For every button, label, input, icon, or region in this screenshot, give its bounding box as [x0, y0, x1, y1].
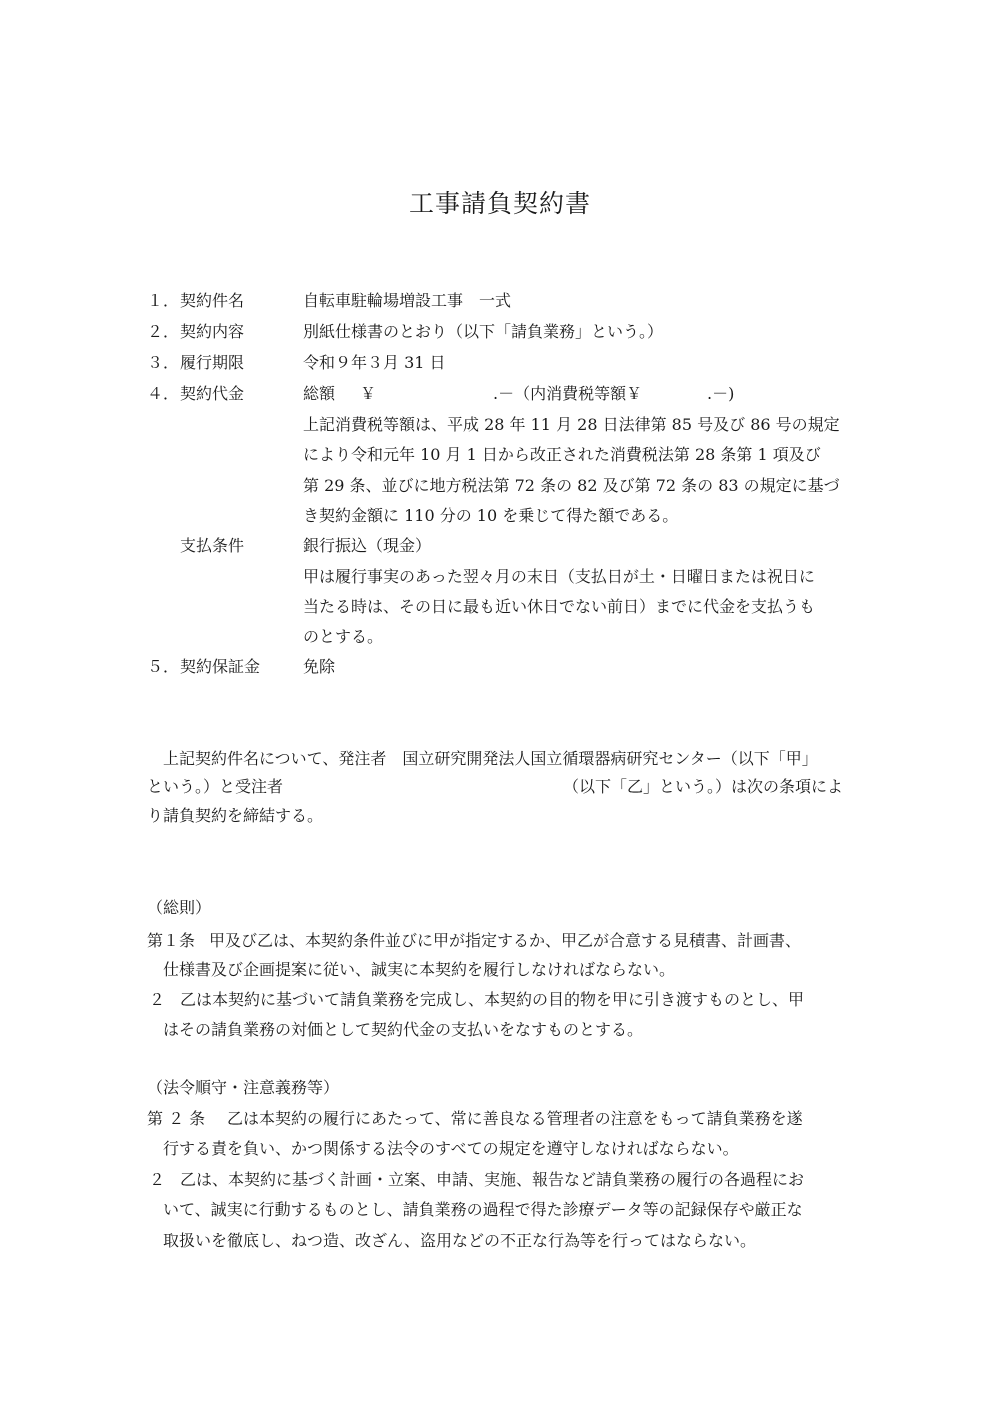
article-heading: （総則）: [147, 898, 212, 917]
price-suffix: .－（内消費税等額￥: [493, 384, 643, 403]
intro-line: [147, 772, 867, 802]
item-label: 契約内容: [180, 322, 245, 341]
article-number: 第１条: [147, 931, 196, 950]
document-title: 工事請負契約書: [408, 189, 591, 218]
payment-note-line: 当たる時は、その日に最も近い休日でない前日）までに代金を支払うも: [303, 597, 816, 616]
item-value: 別紙仕様書のとおり（以下「請負業務」という。）: [303, 322, 664, 341]
item-label: 契約保証金: [180, 657, 261, 676]
item-number: ３．: [147, 353, 180, 372]
price-note-line: き契約金額に 110 分の 10 を乗じて得た額である。: [303, 506, 679, 525]
payment-note-line: 甲は履行事実のあった翌々月の末日（支払日が土・日曜日または祝日に: [303, 567, 815, 586]
intro-text: （以下「乙」という。）は次の条項によ: [563, 777, 844, 796]
item-value: 免除: [303, 657, 336, 676]
price-note-line: 第 29 条、並びに地方税法第 72 条の 82 及び第 72 条の 83 の規定に基づ: [303, 476, 840, 495]
article-text-line: 仕様書及び企画提案に従い、誠実に本契約を履行しなければならない。: [163, 960, 676, 979]
total-label: 総額: [303, 384, 336, 403]
price-note-line: により令和元年 10 月 1 日から改正された消費税法第 28 条第 1 項及び: [303, 445, 821, 464]
intro-line: 上記契約件名について、発注者 国立研究開発法人国立循環器病研究センター（以下「甲」: [163, 749, 818, 768]
item-number: ２．: [147, 322, 180, 341]
item-value: 令和９年３月 31 日: [303, 353, 446, 372]
article-text-line: 行する責を負い、かつ関係する法令のすべての規定を遵守しなければならない。: [163, 1139, 739, 1158]
intro-text: という。）と受注者: [147, 777, 284, 796]
paragraph-number: ２: [149, 990, 166, 1009]
item-number: １．: [147, 291, 180, 310]
article-para2: [147, 985, 804, 1015]
article-text: 乙は本契約の履行にあたって、常に善良なる管理者の注意をもって請負業務を遂: [227, 1109, 803, 1128]
payment-label: 支払条件: [180, 536, 245, 555]
item-number: ４．: [147, 384, 180, 403]
item-number: ５．: [147, 657, 180, 676]
item-label: 契約件名: [180, 291, 245, 310]
item-value: 自転車駐輪場増設工事 一式: [303, 291, 512, 310]
article-text-line: はその請負業務の対価として契約代金の支払いをなすものとする。: [163, 1020, 644, 1039]
yen-sign: ￥: [360, 384, 377, 403]
payment-note-line: のとする。: [303, 627, 384, 646]
intro-line: り請負契約を締結する。: [147, 806, 324, 825]
price-note-line: 上記消費税等額は、平成 28 年 11 月 28 日法律第 85 号及び 86 号の規定: [303, 415, 840, 434]
item-label: 履行期限: [180, 353, 245, 372]
article-number: 第 ２ 条: [147, 1109, 206, 1128]
paragraph-number: ２: [149, 1170, 166, 1189]
article-text-line: 取扱いを徹底し、ねつ造、改ざん、盗用などの不正な行為等を行ってはならない。: [163, 1231, 756, 1250]
article-text-line: いて、誠実に行動するものとし、請負業務の過程で得た診療データ等の記録保存や厳正な: [163, 1200, 803, 1219]
article-first-line: [147, 926, 801, 956]
article-text: 乙は、本契約に基づく計画・立案、申請、実施、報告など請負業務の履行の各過程にお: [180, 1170, 805, 1189]
payment-value: 銀行振込（現金）: [303, 536, 432, 555]
article-para2: [147, 1165, 804, 1195]
item-label: 契約代金: [180, 384, 245, 403]
tax-suffix: .－): [707, 384, 735, 403]
article-heading: （法令順守・注意義務等）: [147, 1078, 340, 1097]
article-text: 甲及び乙は、本契約条件並びに甲が指定するか、甲乙が合意する見積書、計画書、: [209, 931, 802, 950]
article-text: 乙は本契約に基づいて請負業務を完成し、本契約の目的物を甲に引き渡すものとし、甲: [180, 990, 805, 1009]
article-first-line: [147, 1104, 803, 1134]
